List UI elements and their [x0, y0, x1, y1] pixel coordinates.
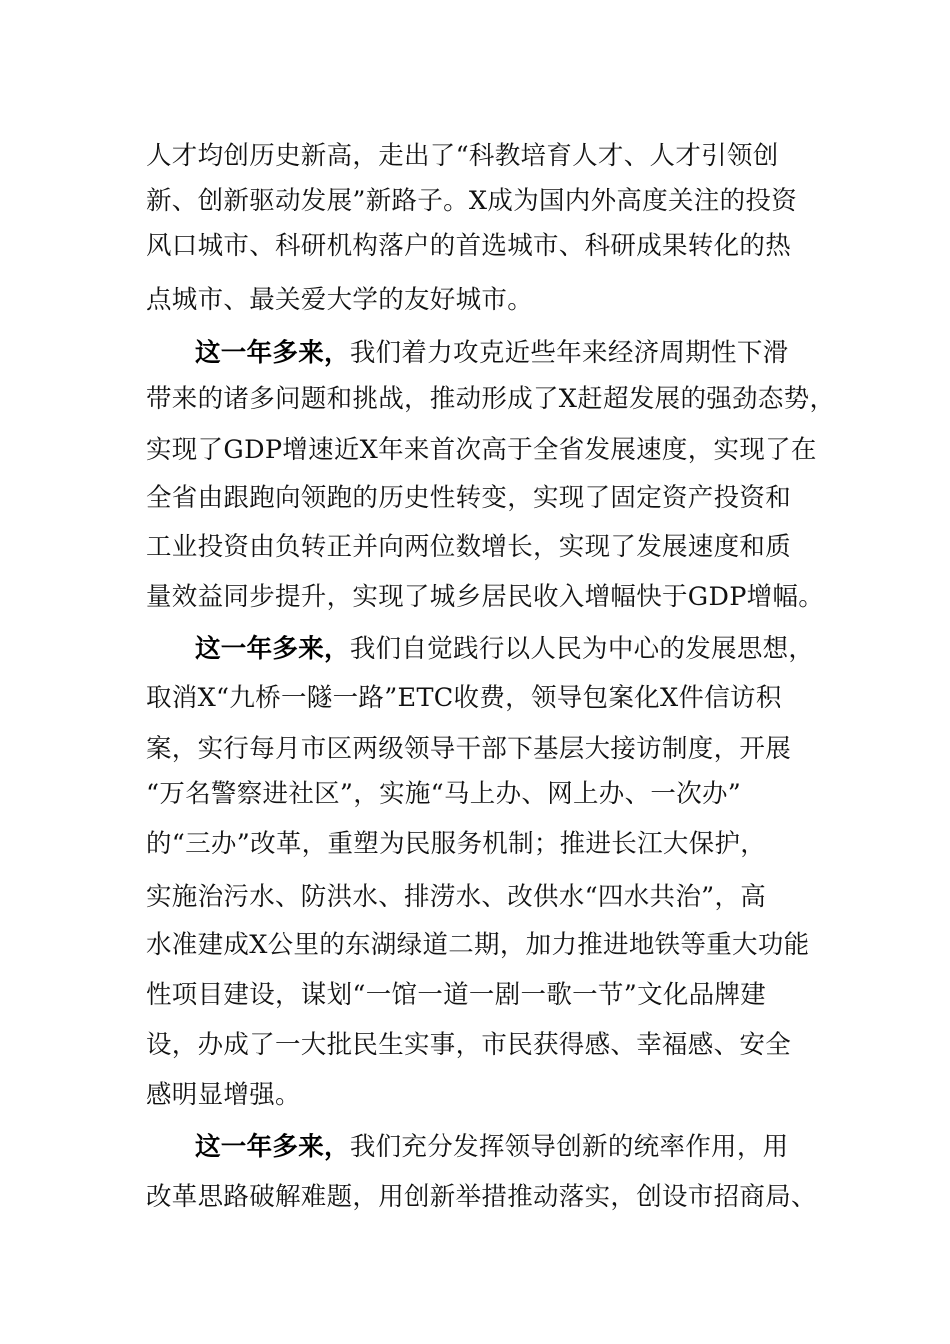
text-line: 风口城市、科研机构落户的首选城市、科研成果转化的热 — [146, 231, 792, 261]
paragraph-lead-rest: 我们着力攻克近些年来经济周期性下滑 — [349, 338, 789, 368]
paragraph-lead: 这一年多来， — [195, 338, 350, 368]
text-line: 实现了GDP增速近X年来首次高于全省发展速度，实现了在 — [146, 435, 817, 465]
text-line: 改革思路破解难题，用创新举措推动落实，创设市招商局、 — [146, 1182, 817, 1212]
paragraph-lead-rest: 我们自觉践行以人民为中心的发展思想， — [349, 634, 815, 664]
text-line: 水准建成X公里的东湖绿道二期，加力推进地铁等重大功能 — [146, 930, 810, 960]
text-line: 新、创新驱动发展”新路子。X成为国内外高度关注的投资 — [146, 186, 797, 216]
text-line: 带来的诸多问题和挑战，推动形成了X赶超发展的强劲态势， — [146, 384, 836, 414]
text-line: 取消X“九桥一隧一路”ETC收费，领导包案化X件信访积 — [146, 683, 782, 713]
text-line: 工业投资由负转正并向两位数增长，实现了发展速度和质 — [146, 532, 792, 562]
text-line: 量效益同步提升，实现了城乡居民收入增幅快于GDP增幅。 — [146, 582, 825, 612]
text-line: 人才均创历史新高，走出了“科教培育人才、人才引领创 — [146, 141, 779, 171]
paragraph-opening-line — [195, 1130, 788, 1164]
text-line: 性项目建设，谋划“一馆一道一剧一歌一节”文化品牌建 — [146, 980, 767, 1010]
text-line: 设，办成了一大批民生实事，市民获得感、幸福感、安全 — [146, 1030, 792, 1060]
text-line: 案，实行每月市区两级领导干部下基层大接访制度，开展 — [146, 734, 792, 764]
text-line: 的“三办”改革，重塑为民服务机制；推进长江大保护， — [146, 829, 767, 859]
paragraph-opening-line — [195, 632, 814, 666]
text-line: 全省由跟跑向领跑的历史性转变，实现了固定资产投资和 — [146, 483, 792, 513]
paragraph-lead-rest: 我们充分发挥领导创新的统率作用，用 — [349, 1132, 789, 1162]
text-line: 点城市、最关爱大学的友好城市。 — [146, 285, 534, 315]
text-line: 感明显增强。 — [146, 1080, 301, 1110]
text-line: “万名警察进社区”，实施“马上办、网上办、一次办” — [146, 779, 742, 809]
paragraph-lead: 这一年多来， — [195, 634, 350, 664]
paragraph-opening-line — [195, 336, 788, 370]
text-line: 实施治污水、防洪水、排涝水、改供水“四水共治”，高 — [146, 882, 767, 912]
paragraph-lead: 这一年多来， — [195, 1132, 350, 1162]
